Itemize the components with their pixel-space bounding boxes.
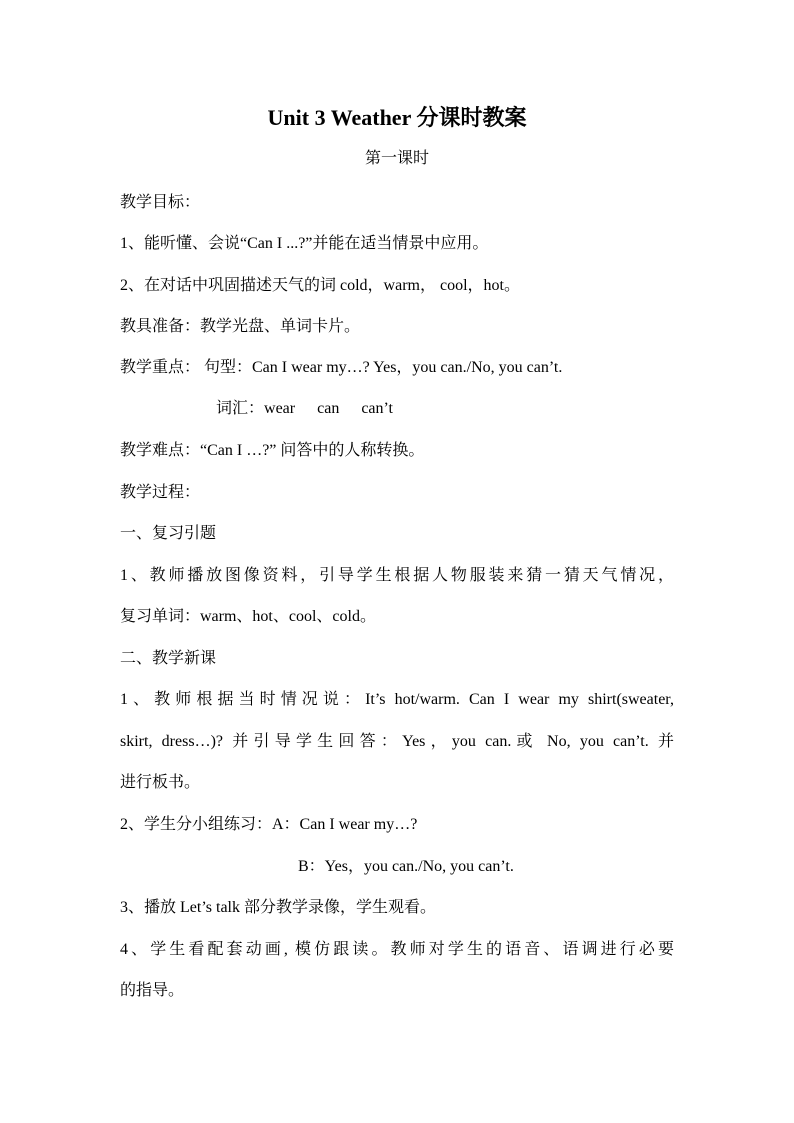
document-title: Unit 3 Weather 分课时教案 (267, 105, 527, 130)
vocabulary-word: wear (264, 400, 296, 417)
lesson-subtitle: 第一课时 (364, 150, 429, 167)
process-heading: 教学过程： (120, 484, 201, 501)
vocabulary-word: can (317, 400, 340, 417)
section-2-item-2-line-2: B：Yes，you can./No, you can’t. (298, 858, 514, 875)
section-2-item-1-line-2: skirt, dress…)? 并引导学生回答：Yes，you can.或 No, you can’t. 并 (120, 733, 674, 750)
section-2-item-1-line-1: 1、教师根据当时情况说：It’s hot/warm. Can I wear my shirt(sweater, (120, 691, 674, 708)
vocabulary-word: can’t (361, 400, 393, 417)
section-1-heading: 一、复习引题 (120, 525, 217, 542)
section-2-item-4-line-1: 4、学生看配套动画, 模仿跟读。教师对学生的语音、语调进行必要 (120, 941, 674, 958)
preparation-line: 教具准备：教学光盘、单词卡片。 (120, 318, 361, 335)
section-2-item-1-line-3: 进行板书。 (120, 774, 201, 791)
section-2-item-2-line-1: 2、学生分小组练习：A：Can I wear my…? (120, 816, 418, 833)
goal-item-1: 1、能听懂、会说“Can I ...?”并能在适当情景中应用。 (120, 235, 489, 252)
section-2-item-3: 3、播放 Let’s talk 部分教学录像，学生观看。 (120, 899, 436, 916)
focus-line: 教学重点： 句型：Can I wear my…? Yes，you can./No, you can’t. (120, 359, 563, 376)
section-2-heading: 二、教学新课 (120, 650, 217, 667)
section-1-item-1-line-1: 1、教师播放图像资料，引导学生根据人物服装来猜一猜天气情况， (120, 567, 674, 584)
vocabulary-line (216, 397, 393, 421)
goal-item-2: 2、在对话中巩固描述天气的词 cold，warm， cool，hot。 (120, 277, 520, 294)
vocabulary-label: 词汇： (216, 400, 265, 417)
difficulty-line: 教学难点：“Can I …?” 问答中的人称转换。 (120, 442, 425, 459)
section-2-item-4-line-2: 的指导。 (120, 982, 185, 999)
goals-heading: 教学目标： (120, 194, 201, 211)
section-1-item-1-line-2: 复习单词：warm、hot、cool、cold。 (120, 608, 376, 625)
